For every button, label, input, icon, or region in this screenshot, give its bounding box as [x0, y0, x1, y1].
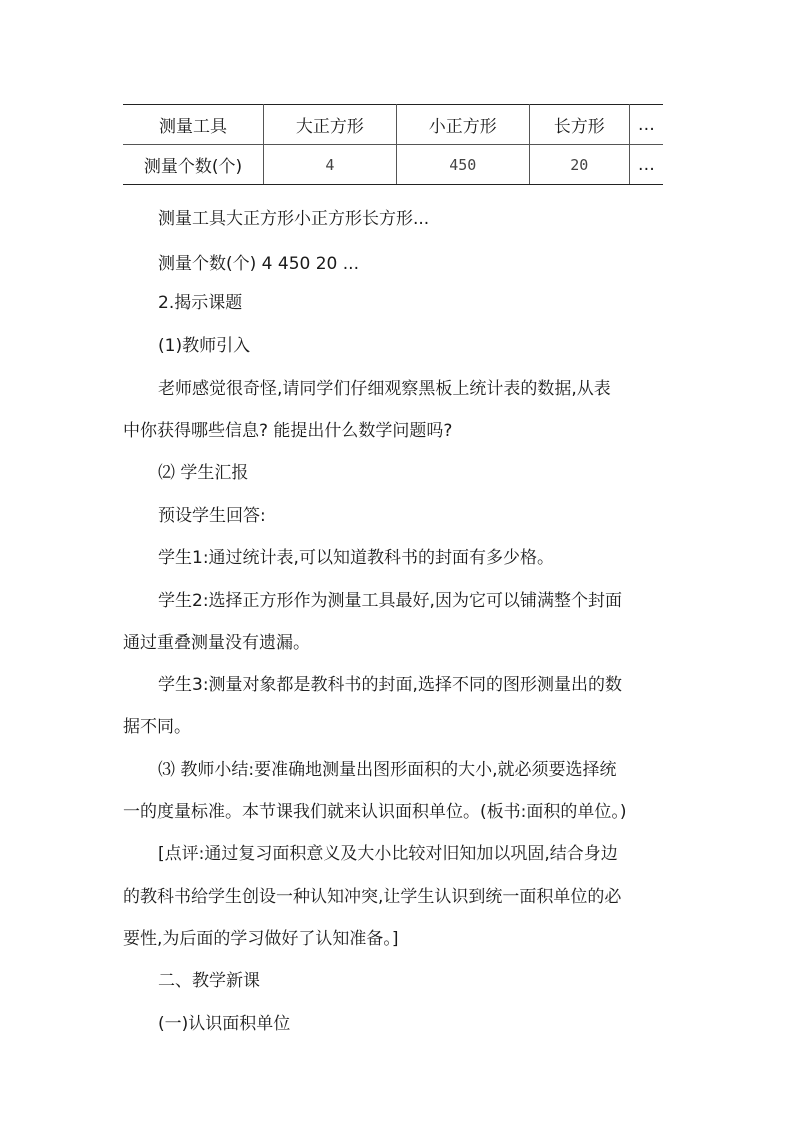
section-heading: 二、教学新课	[158, 971, 260, 991]
table-cell: 小正方形	[396, 105, 529, 145]
measurement-table	[123, 104, 663, 185]
table-cell: 大正方形	[264, 105, 397, 145]
paragraph-line: ⑶ 教师小结:要准确地测量出图形面积的大小,就必须要选择统	[158, 760, 617, 780]
section-heading: 2.揭示课题	[158, 293, 243, 313]
table-cell: 长方形	[529, 105, 629, 145]
text-line: 测量工具大正方形小正方形长方形...	[158, 209, 430, 229]
table-row	[123, 145, 663, 185]
comment-line: 要性,为后面的学习做好了认知准备。]	[123, 929, 399, 949]
text-line: 测量个数(个) 4 450 20 ...	[158, 254, 359, 274]
table-cell: 测量个数(个)	[123, 145, 264, 185]
table-cell: …	[629, 105, 663, 145]
comment-line: [点评:通过复习面积意义及大小比较对旧知加以巩固,结合身边	[158, 844, 618, 864]
paragraph-line: 据不同。	[123, 717, 191, 737]
table-cell: 450	[396, 145, 529, 185]
subsection-heading: ⑵ 学生汇报	[158, 463, 249, 483]
paragraph-line: 学生2:选择正方形作为测量工具最好,因为它可以铺满整个封面	[158, 591, 622, 611]
table-header-row	[123, 105, 663, 145]
paragraph-line: 一的度量标准。本节课我们就来认识面积单位。(板书:面积的单位。)	[123, 802, 627, 822]
table-cell: …	[629, 145, 663, 185]
paragraph-line: 学生3:测量对象都是教科书的封面,选择不同的图形测量出的数	[158, 675, 622, 695]
subsection-heading: (1)教师引入	[158, 336, 251, 356]
table-cell: 20	[529, 145, 629, 185]
paragraph-line: 学生1:通过统计表,可以知道教科书的封面有多少格。	[158, 548, 554, 568]
table-cell: 4	[264, 145, 397, 185]
paragraph-line: 通过重叠测量没有遗漏。	[123, 633, 310, 653]
subsection-heading: (一)认识面积单位	[158, 1014, 291, 1034]
paragraph-line: 老师感觉很奇怪,请同学们仔细观察黑板上统计表的数据,从表	[158, 379, 611, 399]
paragraph-line: 预设学生回答:	[158, 506, 266, 526]
table-cell: 测量工具	[123, 105, 264, 145]
paragraph-line: 中你获得哪些信息? 能提出什么数学问题吗?	[123, 421, 453, 441]
comment-line: 的教科书给学生创设一种认知冲突,让学生认识到统一面积单位的必	[123, 887, 622, 907]
